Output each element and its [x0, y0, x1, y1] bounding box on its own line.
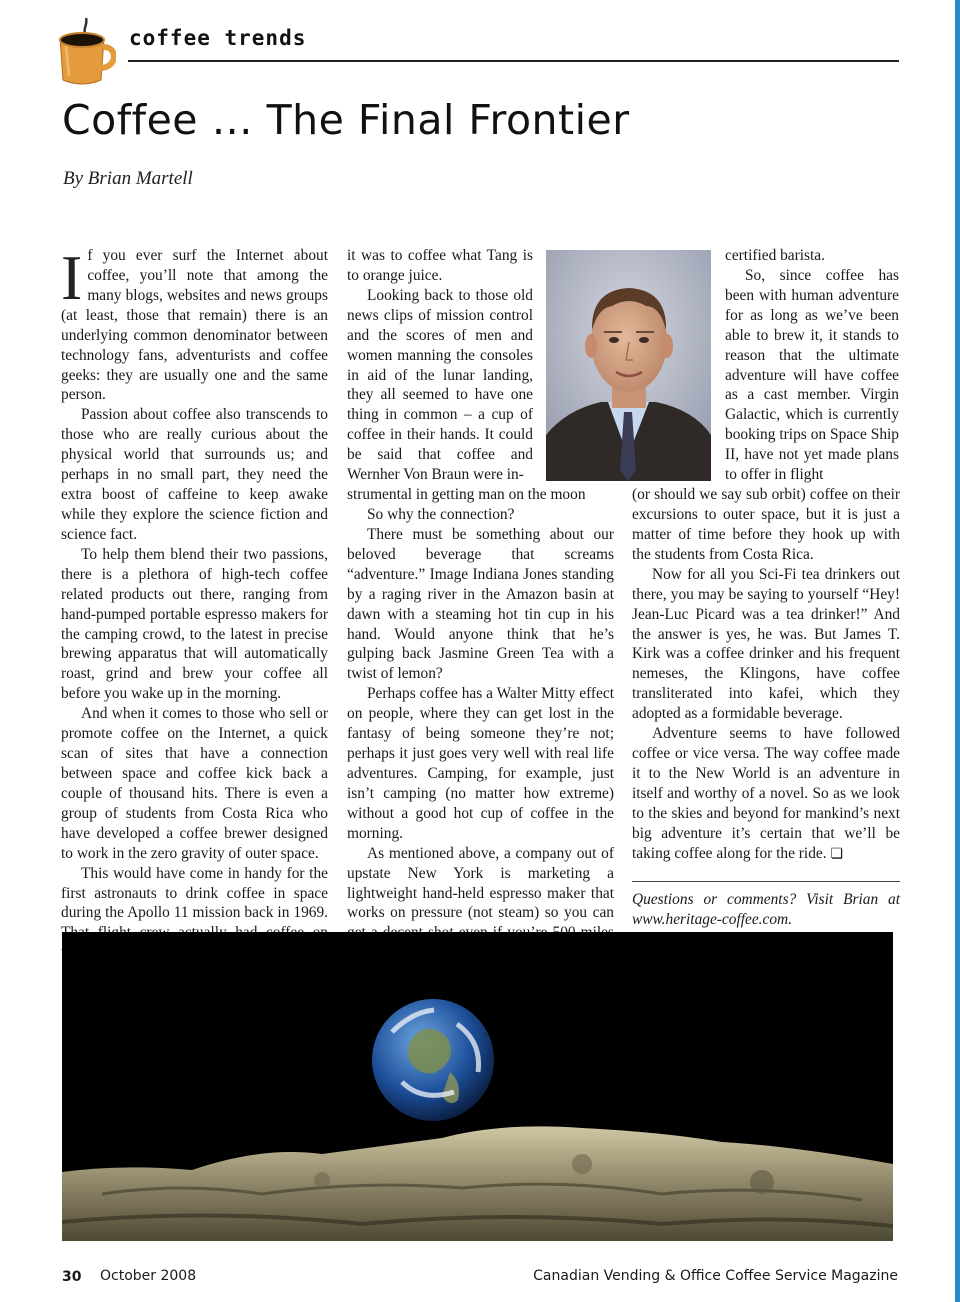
paragraph: strumental in getting man on the moon [347, 486, 586, 504]
paragraph: Perhaps coffee has a Walter Mitty effect on people, where they can get lost in the fantasy of being someone they’re not; perhaps it just goes very well with real life adventures. Camping, for example, just isn’t camping (no matter how extreme) without a good hot cup of coffee in the morning. [347, 685, 614, 842]
paragraph: So, since coffee has been with human adventure for as long as we’ve been able to brew it, it stands to reason that the ultimate adventure will have coffee as a cast member. Virgin Galactic, which is currently booking trips on Space Ship II, have not yet made plans to offer in flight [725, 266, 899, 484]
article-byline: By Brian Martell [63, 168, 193, 189]
paragraph: As mentioned above, a company out of upstate New York is marketing a lightweight hand-held espresso maker that works on pressure (not steam) so you can [347, 844, 614, 922]
section-label: coffee trends [129, 26, 307, 50]
paragraph: There must be something about our beloved beverage that screams “adventure.” Image Indiana Jones standing by a raging river in the Amazon basin at dawn with a steaming hot tin cup in his hand. Would anyone think that he’s gulping back Jasmine Green Tea with a twist of lemon? [347, 525, 614, 683]
footer-note: Questions or comments? Visit Brian at www.heritage-coffee.com. [632, 890, 900, 928]
paragraph-text: Adventure seems to have followed coffee or vice versa. The way coffee made it to the New World is an adventure in itself and worthy of a novel. So as we look to the skies and beyond for mankind’s next big adventure it’s certain that we’ll be taking coffee along for the ride. [632, 725, 900, 862]
paragraph-text: f you ever surf the Internet about coffee, you’ll note that among the many blogs, websites and news groups (at least, those that remain) there is an underlying common denominator between technology fans, adventurists and coffee geeks: they are usually one and the same person. [61, 247, 328, 404]
coffee-mug-icon [52, 16, 116, 86]
end-of-article-icon: ❏ [830, 846, 844, 862]
article-title: Coffee … The Final Frontier [62, 96, 630, 144]
page-number: 30 [62, 1269, 82, 1285]
paragraph: it was to coffee what Tang is to orange juice. [347, 247, 533, 284]
page-edge-bar [955, 0, 960, 1302]
paragraph: And when it comes to those who sell or promote coffee on the Internet, a quick scan of sites that have a connection between space and coffee kick back a couple of thousand hits. There is even a group of students from Costa Rica who have developed a coffee brewer designed to work in the zero gravity of outer space. [61, 705, 328, 862]
footer-note-rule [632, 881, 900, 882]
paragraph: Passion about coffee also transcends to those who are really curious about the physical world that surrounds us; and perhaps in no small part, they need the extra boost of caffeine to keep awake while they explore the science fiction and science fact. [61, 406, 328, 543]
paragraph: Looking back to those old news clips of mission control and the scores of men and women manning the consoles in aid of the lunar landing, they all seemed to have one thing in common – a cup of coffee in their hands. It could be said that coffee and Wernher Von Braun were in- [347, 286, 533, 484]
magazine-name: Canadian Vending & Office Coffee Service Magazine [533, 1268, 898, 1284]
paragraph [61, 242, 328, 405]
paragraph: This would have come in handy for the first astronauts to drink coffee in space during the Apollo 11 mission back in 1969. [61, 864, 328, 922]
paragraph: To help them blend their two passions, there is a plethora of high-tech coffee related products out there, ranging from hand-pumped portable espresso makers for the camping crowd, to the latest in precise brewing apparatus that will automatically roast, grind and brew your coffee all before you wake up in the morning. [61, 545, 328, 703]
paragraph: Now for all you Sci-Fi tea drinkers out there, you may be saying to yourself “Hey! Jean-Luc Picard was a tea drinker!” And the answer is yes, he was. But James T. Kirk was a coffee drinker and his frequent nemeses, the Klingons, have coffee transliterated into kafei, which they adopted as a formidable beverage. [632, 565, 900, 723]
issue-date: October 2008 [100, 1268, 197, 1284]
paragraph [632, 724, 900, 864]
article-column-1 [61, 242, 328, 963]
header-rule [128, 60, 899, 62]
paragraph: (or should we say sub orbit) coffee on their excursions to outer space, but it is just a matter of time before they hook up with the students from Costa Rica. [632, 486, 900, 563]
drop-cap: I [61, 242, 83, 313]
wrapped-text-block [725, 246, 899, 485]
wrapped-text-block [347, 246, 533, 485]
earthrise-photo [62, 932, 893, 1241]
paragraph: So why the connection? [367, 505, 515, 523]
author-portrait-photo [546, 250, 711, 481]
paragraph: certified barista. [725, 247, 825, 264]
